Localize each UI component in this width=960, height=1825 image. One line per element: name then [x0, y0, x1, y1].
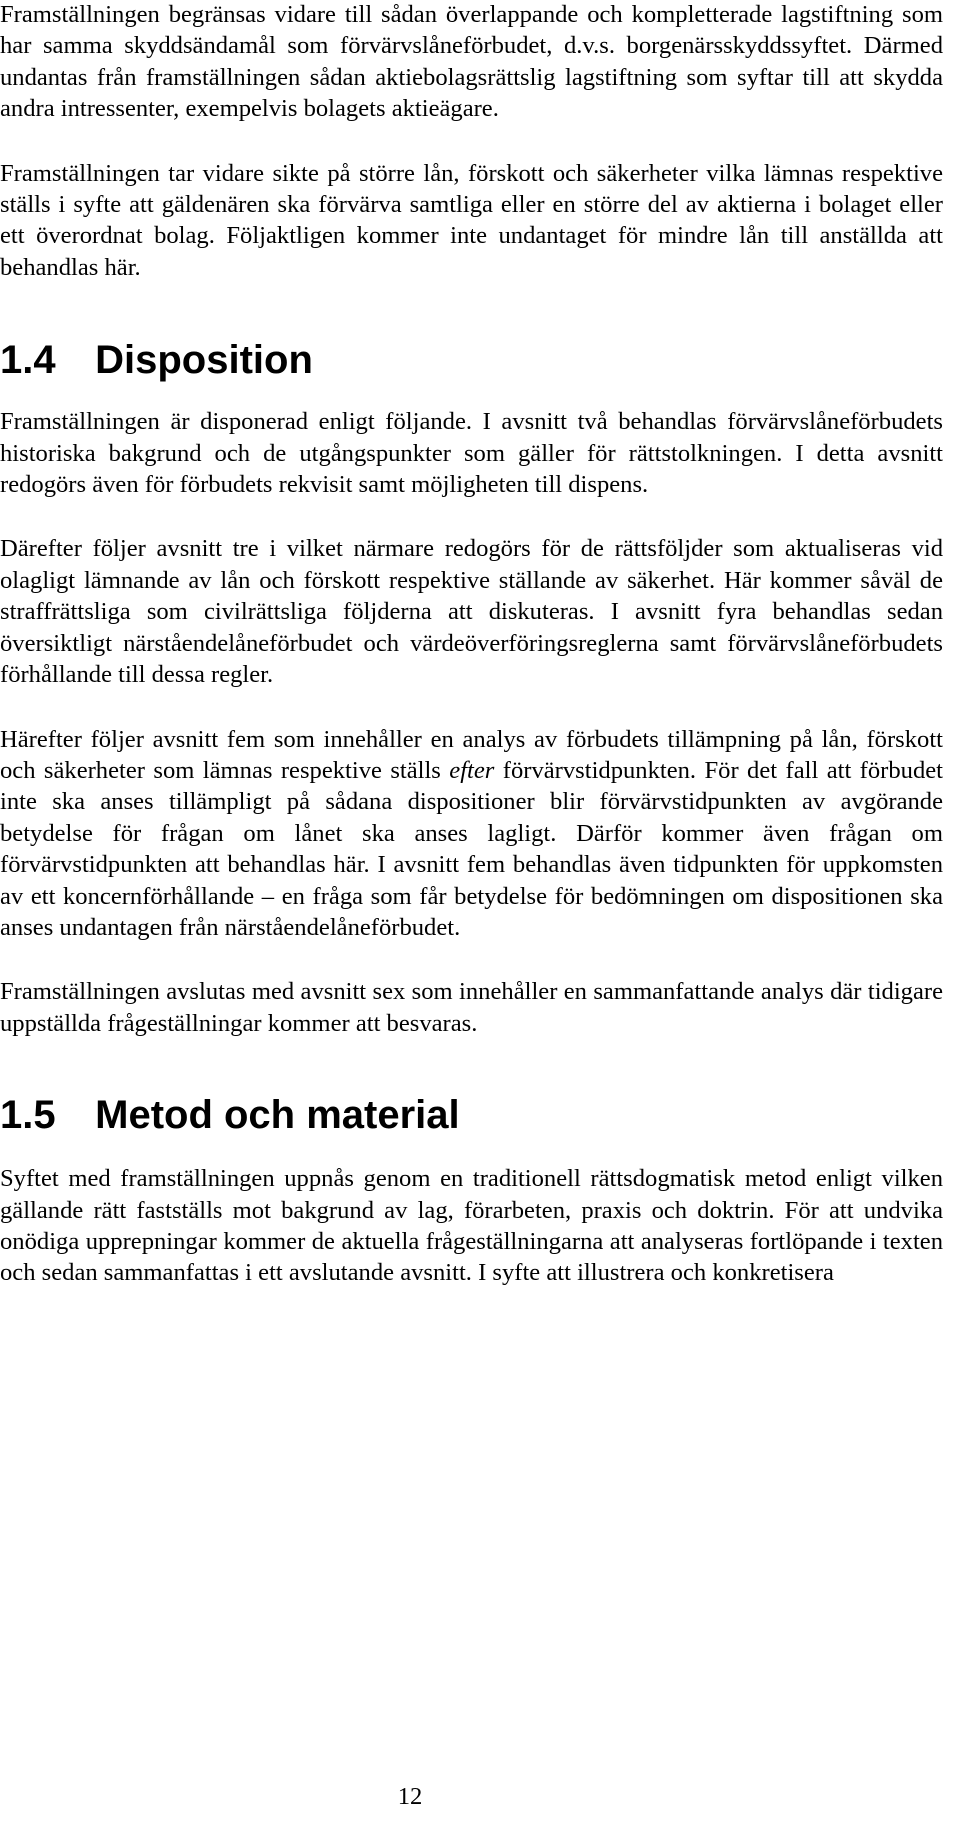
section-number: 1.5	[0, 1093, 56, 1138]
section-title: Metod och material	[95, 1093, 460, 1138]
emphasized-word: efter	[449, 756, 495, 784]
paragraph-scope-limitation: Framställningen begränsas vidare till sådan överlappande och kompletterade lagstiftning som har samma skyddsändamål som förvärvslåneförbudet, d.v.s. borgenärsskyddssyftet. Därmed undantas från framställningen sådan aktiebolagsrättslig lagstiftning som syftar till att skydda andra intressenter, exempelvis bolagets aktieägare.	[0, 1, 943, 123]
section-title: Disposition	[95, 338, 313, 383]
section-heading-metod	[0, 1091, 943, 1139]
paragraph-text: Härefter följer avsnitt fem som innehåller en analys av förbudets tillämpning på lån, förskott och säkerheter som lämnas respektive ställs	[0, 725, 943, 784]
paragraph-text: förvärvstidpunkten. För det fall att förbudet inte ska anses tillämpligt på sådana dispositioner blir förvärvstidpunkten av avgörande betydelse för frågan om lånet ska anses lagligt. Därför kommer även frågan om förvärvstidpunkten att behandlas här. I avsnitt fem behandlas även tidpunkten för uppkomsten av ett koncernförhållande – en fråga som får betydelse för bedömningen om dispositionen ska anses undantagen från närståendelåneförbudet.	[0, 756, 943, 941]
paragraph-disposition-section-six: Framställningen avslutas med avsnitt sex som innehåller en sammanfattande analys där tidigare uppställda frågeställningar kommer att besvaras.	[0, 978, 943, 1037]
section-heading-disposition	[0, 336, 943, 384]
section-number: 1.4	[0, 338, 56, 383]
paragraph-disposition-overview: Framställningen är disponerad enligt följande. I avsnitt två behandlas förvärvslåneförbudets historiska bakgrund och de utgångspunkter som gäller för rättstolkningen. I detta avsnitt redogörs även för förbudets rekvisit samt möjligheten till dispens.	[0, 408, 943, 499]
paragraph-disposition-section-three: Därefter följer avsnitt tre i vilket närmare redogörs för de rättsföljder som aktualiseras vid olagligt lämnande av lån och förskott respektive ställande av säkerhet. Här kommer såväl de straffrättsliga som civilrättsliga följderna att diskuteras. I avsnitt fyra behandlas sedan översiktligt närståendelåneförbudet och värdeöverföringsreglerna samt förvärvslåneförbudets förhållande till dessa regler.	[0, 535, 943, 689]
paragraph-method: Syftet med framställningen uppnås genom en traditionell rättsdogmatisk metod enligt vilken gällande rätt fastställs mot bakgrund av lag, förarbeten, praxis och doktrin. För att undvika onödiga upprepningar kommer de aktuella frågeställningarna att analyseras fortlöpande i texten och sedan sammanfattas i ett avslutande avsnitt. I syfte att illustrera och konkretisera	[0, 1165, 943, 1287]
paragraph-scope-loans: Framställningen tar vidare sikte på större lån, förskott och säkerheter vilka lämnas respektive ställs i syfte att gäldenären ska förvärva samtliga eller en större del av aktierna i bolaget eller ett överordnat bolag. Följaktligen kommer inte undantaget för mindre lån till anställda att behandlas här.	[0, 159, 943, 281]
paragraph-disposition-section-five	[0, 724, 943, 944]
page-number: 12	[397, 1783, 423, 1810]
